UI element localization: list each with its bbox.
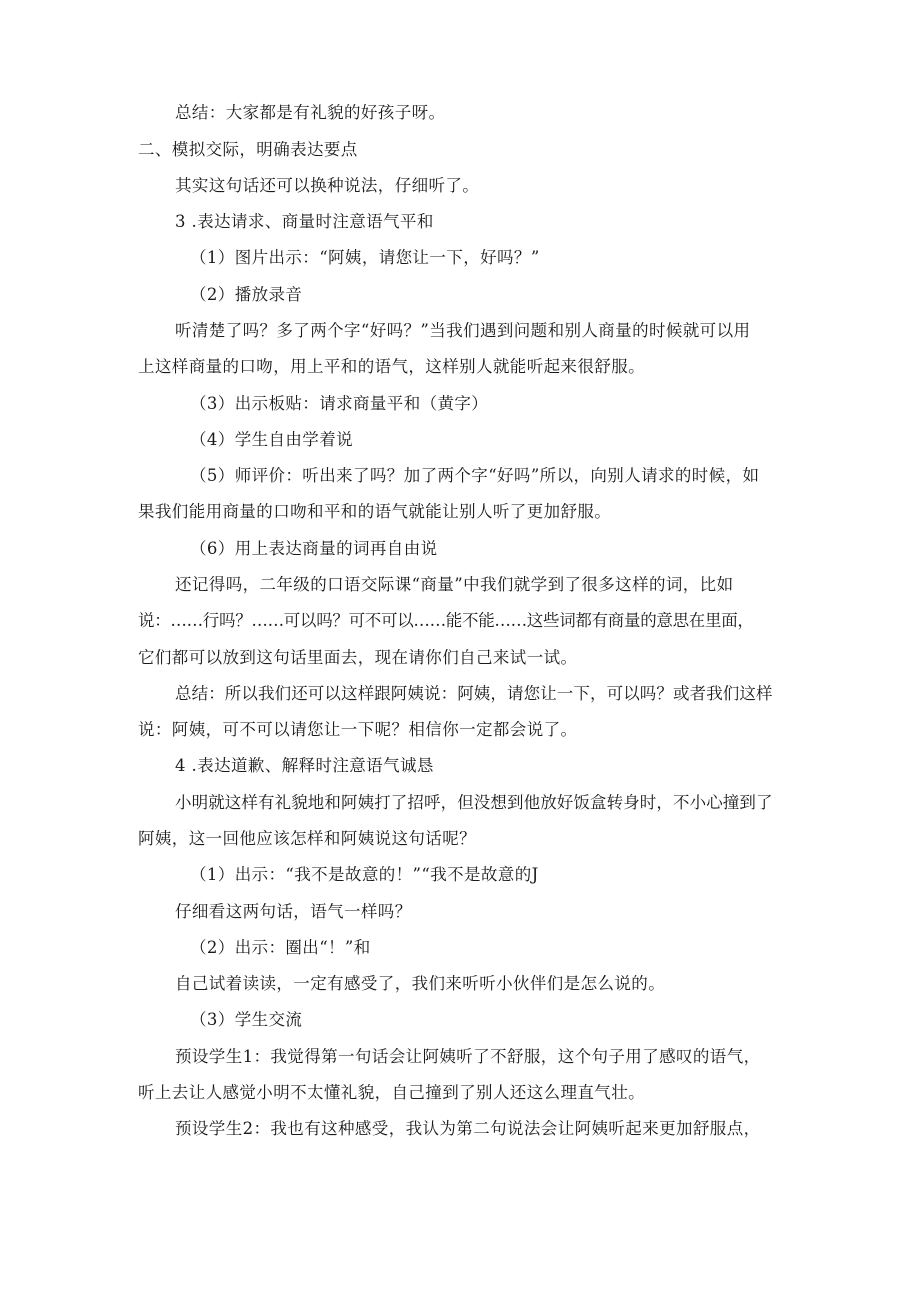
paragraph-line: 说：……行吗？……可以吗？可不可以……能不能……这些词都有商量的意思在里面， xyxy=(138,611,754,630)
list-item: （1）图片出示：“阿姨，请您让一下，好吗？” xyxy=(190,248,540,267)
paragraph-line: 听清楚了吗？多了两个字“好吗？”当我们遇到问题和别人商量的时候就可以用 xyxy=(175,321,751,340)
paragraph: 自己试着读读，一定有感受了，我们来听听小伙伴们是怎么说的。 xyxy=(175,974,666,993)
subheading-4: 4 .表达道歉、解释时注意语气诚恳 xyxy=(175,756,434,775)
subheading-3: 3 .表达请求、商量时注意语气平和 xyxy=(175,212,434,231)
paragraph: 其实这句话还可以换种说法，仔细听了。 xyxy=(175,176,480,195)
list-item: （6）用上表达商量的词再自由说 xyxy=(190,539,438,558)
list-item: （4）学生自由学着说 xyxy=(190,430,353,449)
list-item: （2）出示：圈出“！”和 xyxy=(190,938,371,957)
paragraph-line: 预设学生2：我也有这种感受，我认为第二句说法会让阿姨听起来更加舒服点， xyxy=(175,1119,761,1138)
list-item: （5）师评价：听出来了吗？加了两个字“好吗”所以，向别人请求的时候，如 xyxy=(190,466,760,485)
section-heading-2: 二、模拟交际，明确表达要点 xyxy=(138,140,358,159)
summary-polite: 总结：大家都是有礼貌的好孩子呀。 xyxy=(175,103,446,122)
paragraph-line: 听上去让人感觉小明不太懂礼貌，自己撞到了别人还这么理直气壮。 xyxy=(138,1083,645,1102)
paragraph-line: 它们都可以放到这句话里面去，现在请你们自己来试一试。 xyxy=(138,648,578,667)
list-item: （3）学生交流 xyxy=(190,1010,303,1029)
paragraph-line: 上这样商量的口吻，用上平和的语气，这样别人就能听起来很舒服。 xyxy=(138,357,645,376)
paragraph-line: 果我们能用商量的口吻和平和的语气就能让别人听了更加舒服。 xyxy=(138,502,612,521)
list-item: （3）出示板贴：请求商量平和（黄字） xyxy=(190,394,489,413)
paragraph: 仔细看这两句话，语气一样吗？ xyxy=(175,902,412,921)
list-item: （2）播放录音 xyxy=(190,285,303,304)
summary-line: 总结：所以我们还可以这样跟阿姨说：阿姨，请您让一下，可以吗？或者我们这样 xyxy=(175,684,773,703)
paragraph-line: 预设学生1：我觉得第一句话会让阿姨听了不舒服，这个句子用了感叹的语气， xyxy=(175,1047,761,1066)
paragraph-line: 阿姨，这一回他应该怎样和阿姨说这句话呢？ xyxy=(138,829,476,848)
paragraph-line: 还记得吗，二年级的口语交际课“商量”中我们就学到了很多这样的词，比如 xyxy=(175,575,734,594)
paragraph-line: 小明就这样有礼貌地和阿姨打了招呼，但没想到他放好饭盒转身时，不小心撞到了 xyxy=(175,793,773,812)
summary-line: 说：阿姨，可不可以请您让一下呢？相信你一定都会说了。 xyxy=(138,720,578,739)
list-item: （1）出示：“我不是故意的！”“我不是故意的J xyxy=(190,865,539,884)
